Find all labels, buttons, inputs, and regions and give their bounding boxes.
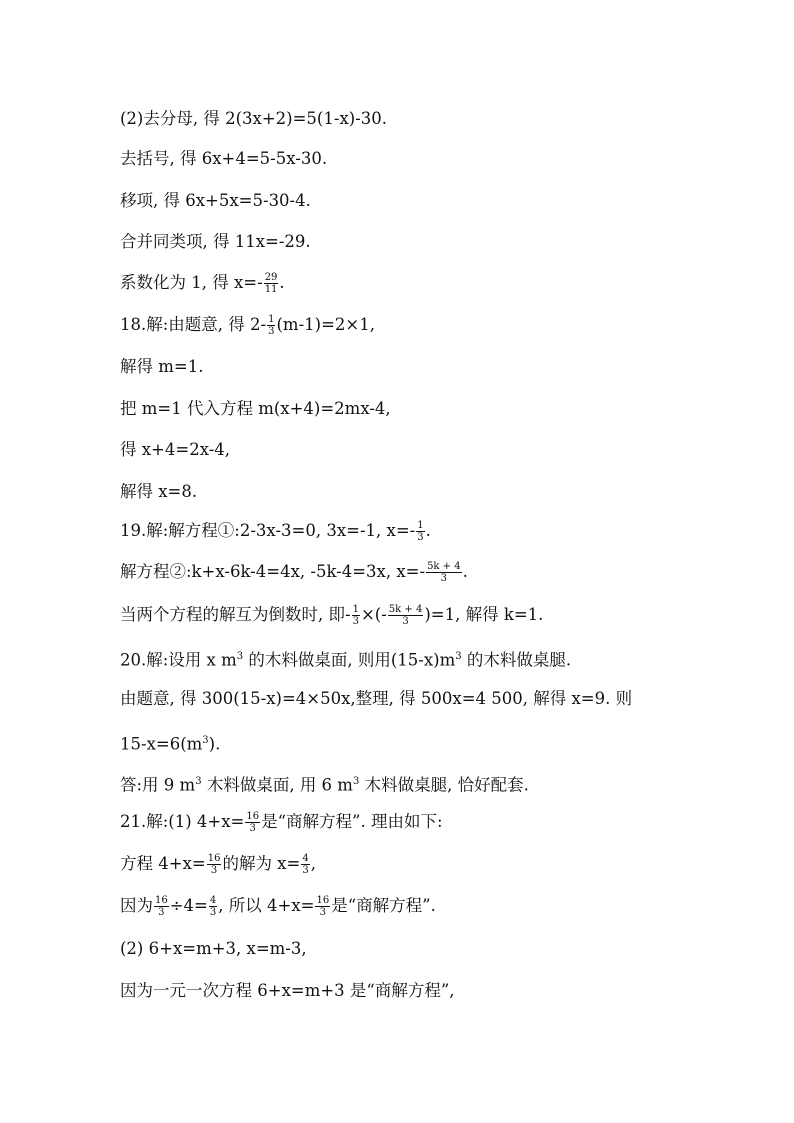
fraction-numerator: 5k + 4 [388,604,423,615]
text-line [120,853,316,876]
fraction-numerator: 5k + 4 [427,561,461,572]
fraction-denominator: 3 [319,907,327,918]
text-line [120,646,571,672]
fraction [416,520,424,543]
text-span: . [279,273,285,292]
text-span: . [462,562,468,581]
fraction [154,895,169,918]
fraction [315,895,330,918]
fraction [301,853,309,876]
text-span: 的解为 x= [222,854,301,873]
fraction-numerator: 4 [209,895,217,906]
text-span: 当两个方程的解互为倒数时, 即- [120,605,351,624]
fraction [209,895,217,918]
fraction-denominator: 3 [158,907,165,918]
fraction-numerator: 1 [268,314,275,325]
fraction-denominator: 3 [417,532,424,543]
text-line: 解得 m=1. [120,357,204,376]
text-line [120,604,543,627]
text-line [120,272,285,295]
fraction-denominator: 3 [440,573,448,584]
text-span: ×(- [360,605,387,624]
fraction [352,604,360,627]
superscript: 3 [236,651,244,662]
text-span: 19.解:解方程①:2-3x-3=0, 3x=-1, x=- [120,521,416,540]
text-span: 的木料做桌面, 则用(15-x)m [243,650,456,670]
fraction-numerator: 1 [417,520,424,531]
text-span: (m-1)=2×1, [276,315,375,334]
text-line: 解得 x=8. [120,482,198,501]
fraction-denominator: 3 [268,326,275,337]
text-line: 得 x+4=2x-4, [120,440,231,459]
fraction-denominator: 3 [302,865,309,876]
text-span: 18.解:由题意, 得 2- [120,315,267,334]
fraction [388,604,424,627]
text-line [120,771,529,797]
text-line [120,895,436,918]
text-span: 系数化为 1, 得 x=- [120,273,263,292]
text-span: 21.解:(1) 4+x= [120,812,245,831]
fraction [207,853,222,876]
text-line [120,730,220,756]
text-span: 15-x=6(m [120,734,203,754]
text-line: 移项, 得 6x+5x=5-30-4. [120,191,311,210]
text-span: . [425,521,431,540]
text-line: 把 m=1 代入方程 m(x+4)=2mx-4, [120,399,391,418]
fraction-numerator: 16 [155,895,168,906]
text-span: ). [208,734,221,754]
text-line [120,561,468,584]
text-span: 是“商解方程”. [331,896,436,915]
fraction [267,314,275,337]
fraction-denominator: 3 [402,616,409,627]
fraction-denominator: 3 [209,907,217,918]
fraction-denominator: 11 [264,284,278,295]
fraction-numerator: 16 [207,853,221,864]
text-span: )=1, 解得 k=1. [424,605,544,624]
fraction-numerator: 16 [316,895,330,906]
text-span: 是“商解方程”. 理由如下: [261,812,443,831]
text-line: 由题意, 得 300(15-x)=4×50x,整理, 得 500x=4 500, 解得 x=9. 则 [120,689,633,708]
text-span: 因为 [120,896,153,915]
fraction [245,811,260,834]
text-line [120,520,431,543]
superscript: 3 [202,735,209,746]
text-line: 去括号, 得 6x+4=5-5x-30. [120,149,328,168]
text-line [120,811,443,834]
text-span: 解方程②:k+x-6k-4=4x, -5k-4=3x, x=- [120,562,426,581]
fraction-numerator: 4 [302,853,309,864]
text-span: 的木料做桌腿. [461,650,572,670]
fraction-numerator: 1 [352,604,359,615]
superscript: 3 [455,651,462,662]
fraction-denominator: 3 [210,865,218,876]
text-line [120,314,375,337]
fraction [426,561,462,584]
fraction-denominator: 3 [249,823,256,834]
superscript: 3 [195,776,202,787]
text-line: 合并同类项, 得 11x=-29. [120,232,311,251]
text-span: ÷4= [169,896,208,915]
text-span: 20.解:设用 x m [120,650,237,670]
text-span: , [310,854,316,873]
text-line: 因为一元一次方程 6+x=m+3 是“商解方程”, [120,981,455,1000]
fraction [264,272,279,295]
text-line: (2)去分母, 得 2(3x+2)=5(1-x)-30. [120,109,387,128]
fraction-numerator: 16 [246,811,260,822]
superscript: 3 [352,776,360,787]
fraction-numerator: 29 [264,272,278,283]
text-span: 答:用 9 m [120,775,196,795]
text-span: 木料做桌腿, 恰好配套. [359,775,529,795]
text-line: (2) 6+x=m+3, x=m-3, [120,939,307,958]
text-span: 木料做桌面, 用 6 m [201,775,353,795]
fraction-denominator: 3 [352,616,359,627]
text-span: , 所以 4+x= [218,896,315,915]
text-span: 方程 4+x= [120,854,206,873]
